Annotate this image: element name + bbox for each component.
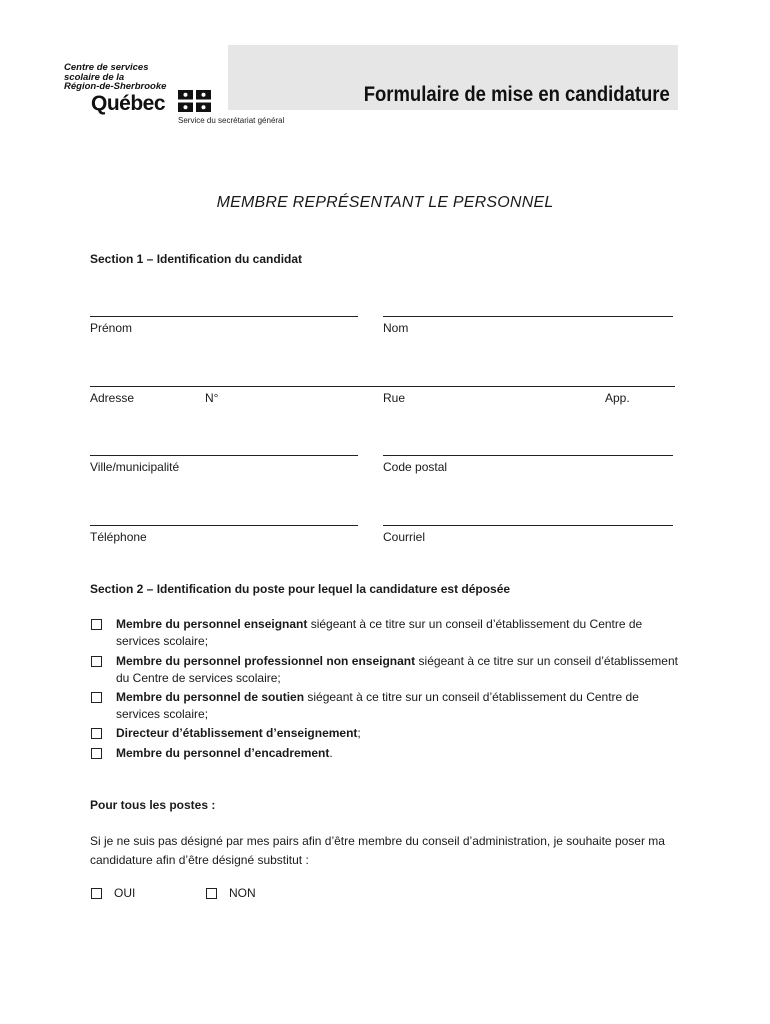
option-label-bold: Membre du personnel de soutien: [116, 690, 305, 704]
code-postal-label: Code postal: [383, 460, 448, 474]
option-directeur: [116, 725, 678, 742]
all-posts-heading: Pour tous les postes :: [90, 798, 216, 812]
prenom-label: Prénom: [90, 321, 133, 335]
adresse-label: Adresse: [90, 391, 135, 405]
quebec-wordmark: Québec: [91, 92, 166, 115]
numero-label: N°: [205, 391, 219, 405]
org-name-line-2: scolaire de la: [64, 71, 125, 83]
oui-label: OUI: [114, 886, 136, 900]
form-title: Formulaire de mise en candidature: [363, 83, 670, 106]
courriel-input-line[interactable]: [383, 525, 673, 526]
org-name-line-3: Région-de-Sherbrooke: [64, 81, 167, 92]
non-label: NON: [229, 886, 256, 900]
option-label-rest: siégeant à ce titre sur un conseil d’établissement du Centre de services scolaire;: [116, 654, 678, 685]
option-encadrement: [116, 745, 678, 762]
option-label-bold: Membre du personnel enseignant: [116, 617, 308, 631]
option-label-bold: Membre du personnel professionnel non enseignant: [116, 654, 416, 668]
code-postal-input-line[interactable]: [383, 455, 673, 456]
option-soutien: [116, 689, 678, 723]
option-encadrement-checkbox[interactable]: [91, 748, 102, 759]
option-directeur-checkbox[interactable]: [91, 728, 102, 739]
quebec-flag-icon: [178, 90, 211, 112]
section-1-heading: Section 1 – Identification du candidat: [90, 252, 303, 266]
service-name: Service du secrétariat général: [178, 116, 285, 125]
courriel-label: Courriel: [383, 530, 426, 544]
telephone-input-line[interactable]: [90, 525, 358, 526]
organization-name: [64, 63, 166, 92]
page-title: MEMBRE REPRÉSENTANT LE PERSONNEL: [216, 194, 554, 211]
substitute-paragraph: Si je ne suis pas désigné par mes pairs afin d’être membre du conseil d’administration, je souhaite poser ma candidature afin d’être désigné substitut :: [90, 834, 665, 867]
nom-label: Nom: [383, 321, 409, 335]
option-label-rest: ;: [357, 726, 361, 740]
section-2-heading: Section 2 – Identification du poste pour lequel la candidature est déposée: [90, 582, 511, 596]
option-professionnel-checkbox[interactable]: [91, 656, 102, 667]
oui-checkbox[interactable]: [91, 888, 102, 899]
form-title-banner: [228, 45, 678, 110]
ville-label: Ville/municipalité: [90, 460, 180, 474]
org-name-line-1: Centre de services: [64, 62, 149, 73]
app-label: App.: [605, 391, 630, 405]
adresse-input-line[interactable]: [90, 386, 675, 387]
telephone-label: Téléphone: [90, 530, 147, 544]
prenom-input-line[interactable]: [90, 316, 358, 317]
rue-label: Rue: [383, 391, 406, 405]
option-enseignant: [116, 616, 678, 650]
option-professionnel: [116, 653, 678, 687]
nom-input-line[interactable]: [383, 316, 673, 317]
option-enseignant-checkbox[interactable]: [91, 619, 102, 630]
option-label-rest: siégeant à ce titre sur un conseil d’établissement du Centre de services scolaire;: [116, 617, 643, 648]
non-checkbox[interactable]: [206, 888, 217, 899]
option-label-bold: Membre du personnel d’encadrement: [116, 746, 330, 760]
ville-input-line[interactable]: [90, 455, 358, 456]
option-soutien-checkbox[interactable]: [91, 692, 102, 703]
option-label-bold: Directeur d’établissement d’enseignement: [116, 726, 358, 740]
option-label-rest: siégeant à ce titre sur un conseil d’établissement du Centre de services scolaire;: [116, 690, 639, 721]
option-label-rest: .: [329, 746, 333, 760]
